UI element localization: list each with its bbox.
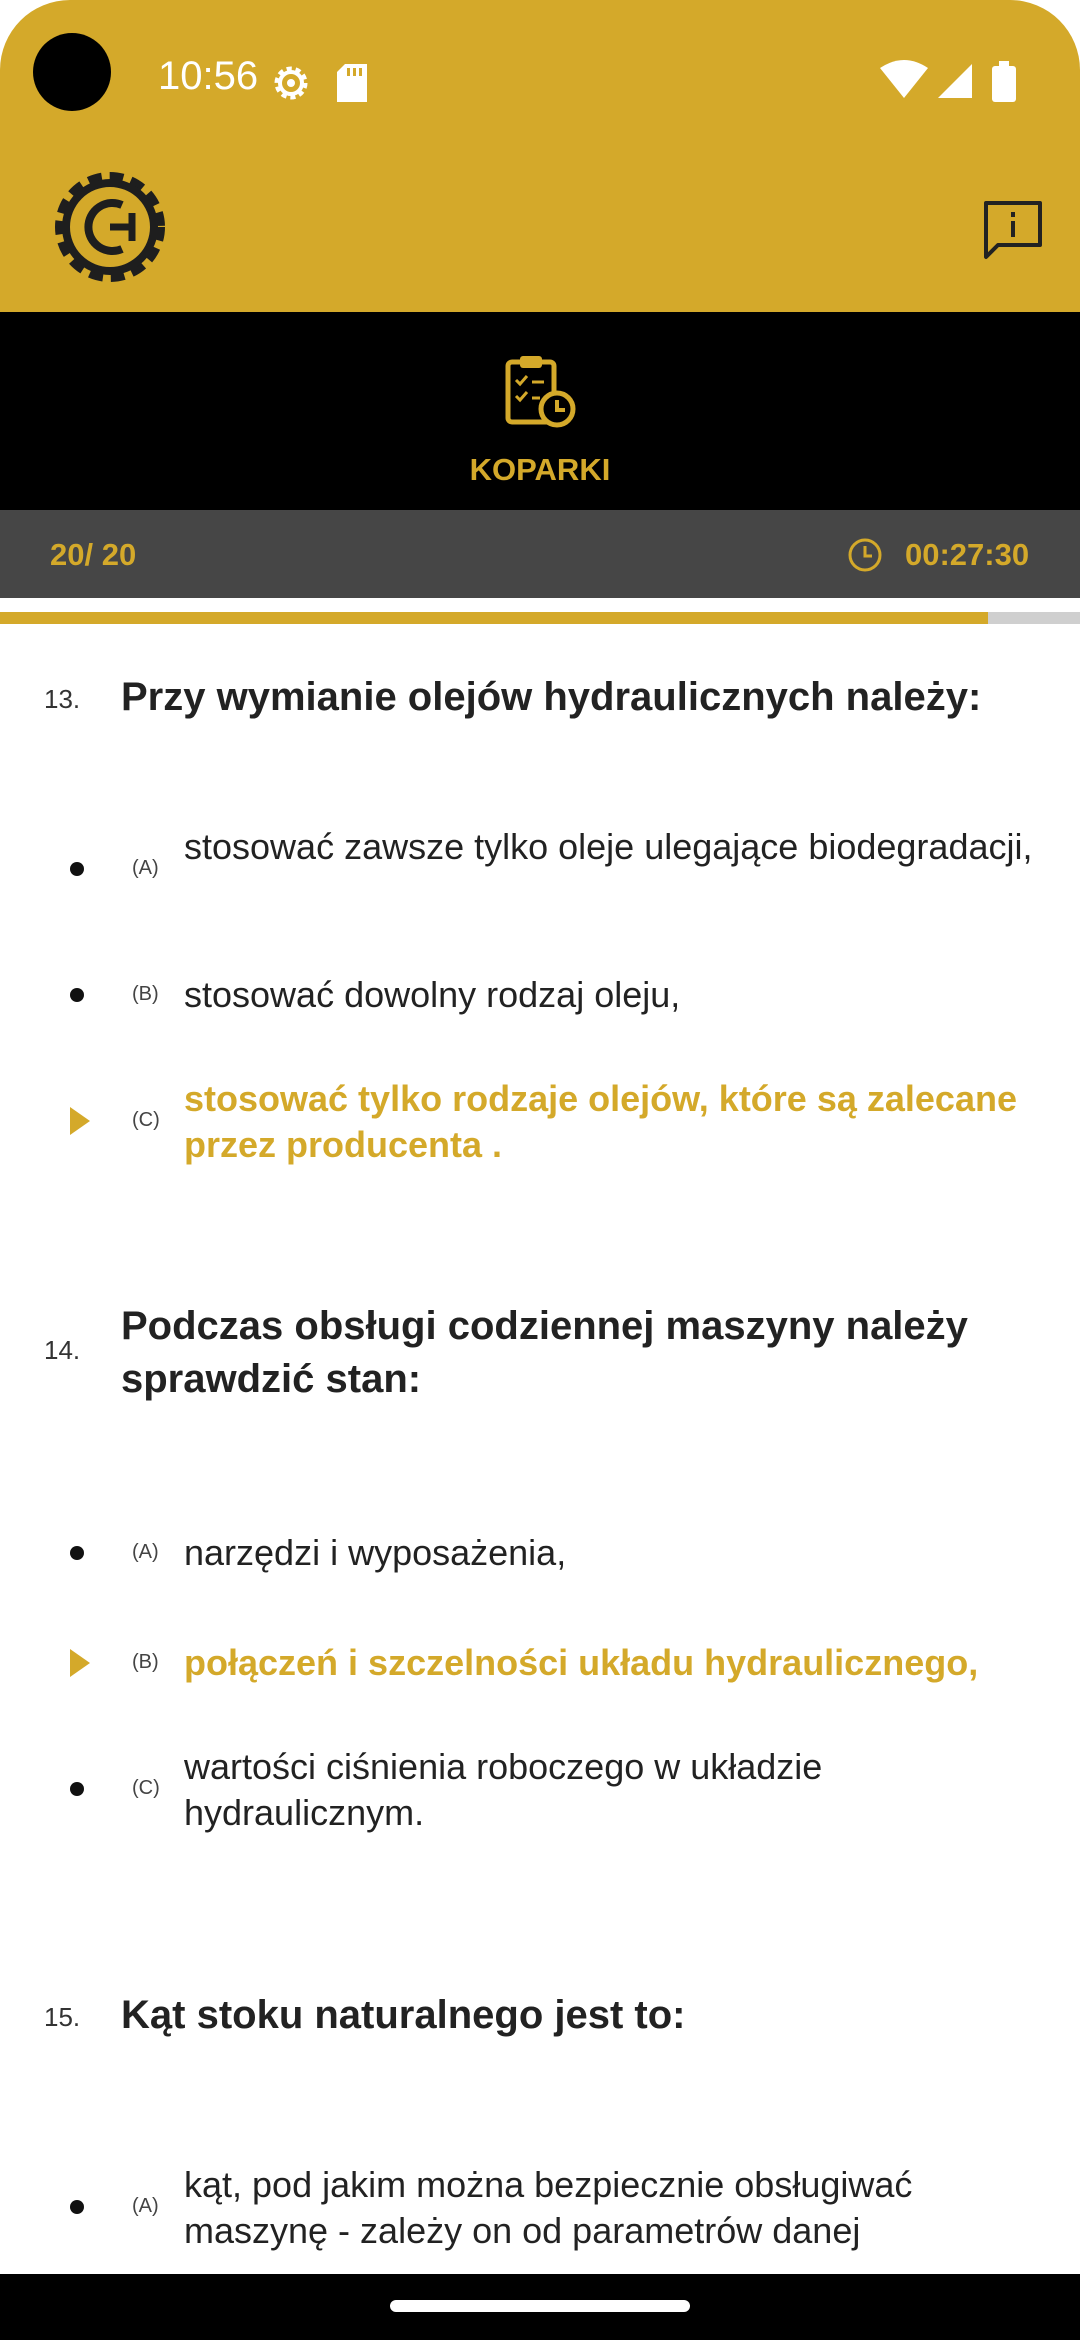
answer-letter: (B) <box>132 983 159 1005</box>
answer-text-selected: stosować tylko rodzaje olejów, które są zalecane przez producenta . <box>184 1078 1017 1165</box>
battery-icon <box>992 61 1016 102</box>
timer: 00:27:30 <box>905 537 1030 572</box>
answer-letter: (C) <box>132 1777 160 1799</box>
question-text: Podczas obsługi codziennej maszyny należy sprawdzić stan: <box>121 1304 968 1401</box>
answer-letter: (A) <box>132 2195 159 2217</box>
answer-letter: (C) <box>132 1109 160 1131</box>
question-number: 14. <box>44 1335 81 1365</box>
answer-text: stosować dowolny rodzaj oleju, <box>184 974 681 1015</box>
answer-letter: (A) <box>132 857 159 879</box>
home-gesture-handle[interactable] <box>390 2300 690 2312</box>
progress-row <box>0 510 1080 598</box>
answer-text: wartości ciśnienia roboczego w układzie hydraulicznym. <box>184 1746 823 1833</box>
category-header <box>0 312 1080 510</box>
signal-icon <box>938 64 972 98</box>
status-bar <box>0 0 1080 165</box>
answer-text: stosować zawsze tylko oleje ulegające biodegradacji, <box>184 826 1033 867</box>
answer-text: kąt, pod jakim można bezpiecznie obsługiwać maszynę - zależy on od parametrów danej <box>184 2164 913 2251</box>
selected-arrow-icon <box>70 1649 90 1677</box>
answer-text: narzędzi i wyposażenia, <box>184 1532 567 1573</box>
sd-card-icon <box>335 62 369 104</box>
progress-fill <box>0 612 988 624</box>
settings-icon <box>268 60 314 106</box>
app-bar <box>0 165 1080 312</box>
question-counter: 20/ 20 <box>50 537 137 572</box>
answer-letter: (A) <box>132 1541 159 1563</box>
bullet-icon <box>70 1546 84 1560</box>
selected-arrow-icon <box>70 1107 90 1135</box>
app-logo-icon[interactable] <box>48 165 172 289</box>
category-title: KOPARKI <box>469 452 611 487</box>
bullet-icon <box>70 988 84 1002</box>
bullet-icon <box>70 862 84 876</box>
clipboard-timer-icon <box>500 352 580 432</box>
navigation-bar <box>0 2274 1080 2340</box>
progress-bar <box>0 612 1080 624</box>
status-icons <box>880 58 1030 104</box>
status-time: 10:56 <box>158 54 259 98</box>
answer-letter: (B) <box>132 1651 159 1673</box>
clock-icon <box>847 537 883 573</box>
question-text: Przy wymianie olejów hydraulicznych należy: <box>121 675 982 719</box>
feedback-icon[interactable] <box>978 195 1048 265</box>
bullet-icon <box>70 2200 84 2214</box>
question-text: Kąt stoku naturalnego jest to: <box>121 1993 686 2037</box>
question-number: 15. <box>44 2002 81 2032</box>
questions-list[interactable] <box>0 624 1080 2274</box>
answer-text-selected: połączeń i szczelności układu hydraulicznego, <box>184 1642 979 1683</box>
camera-cutout <box>33 33 111 111</box>
wifi-icon <box>880 60 928 98</box>
bullet-icon <box>70 1782 84 1796</box>
question-number: 13. <box>44 684 81 714</box>
